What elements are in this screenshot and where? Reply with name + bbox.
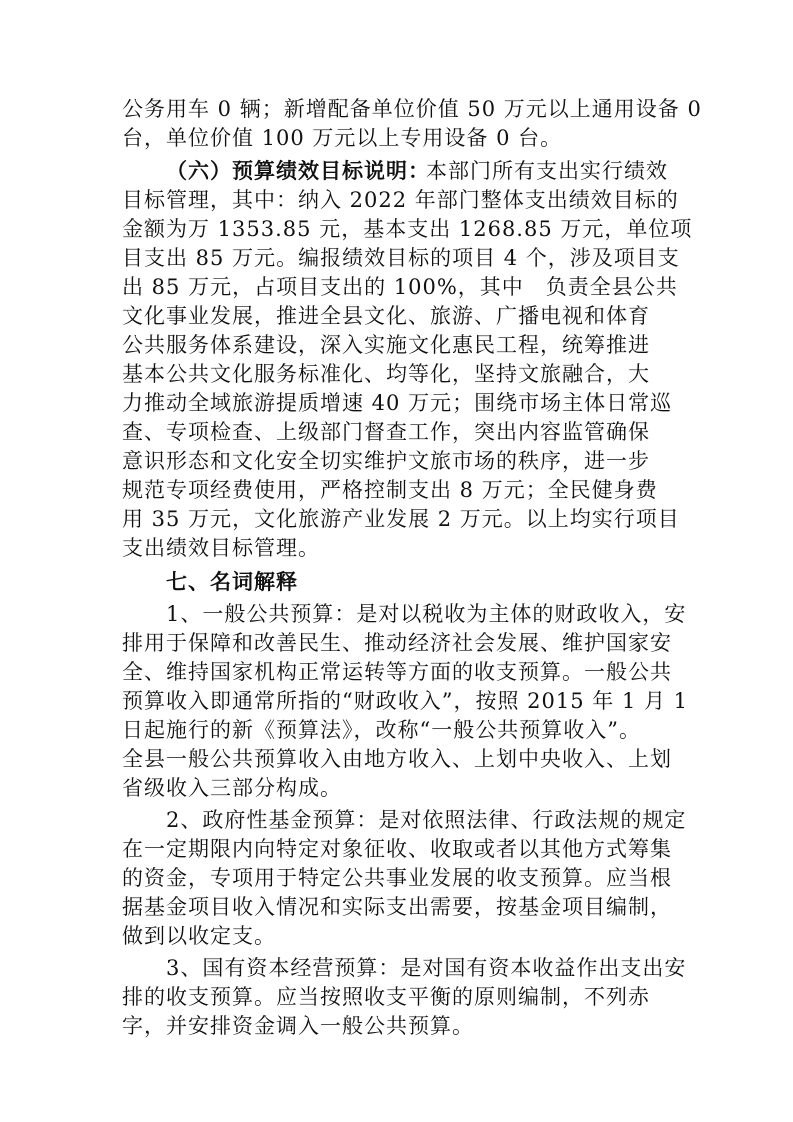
- text-line: 日起施行的新《预算法》，改称“一般公共预算收入”。: [122, 718, 641, 742]
- text-line: 全、维持国家机构正常运转等方面的收支预算。一般公共: [122, 660, 672, 684]
- text-line: 排用于保障和改善民生、推动经济社会发展、维护国家安: [122, 631, 672, 655]
- text-line: 字，并安排资金调入一般公共预算。: [122, 1014, 474, 1038]
- text-line: 出 85 万元，占项目支出的 100%，其中 负责全县公共: [122, 275, 678, 299]
- text-line: 查、专项检查、上级部门督查工作，突出内容监管确保: [122, 420, 650, 444]
- text-line: 省级收入三部分构成。: [122, 776, 342, 800]
- text-line: 支出绩效目标管理。: [122, 536, 320, 560]
- text-line: 文化事业发展，推进全县文化、旅游、广播电视和体育: [122, 304, 650, 328]
- text-line: 2、政府性基金预算：是对依照法律、行政法规的规定: [166, 808, 687, 832]
- text-line: 目支出 85 万元。编报绩效目标的项目 4 个，涉及项目支: [122, 246, 680, 270]
- text-line: 3、国有资本经营预算：是对国有资本收益作出支出安: [166, 956, 687, 980]
- text-line: 力推动全域旅游提质增速 40 万元；围绕市场主体日常巡: [122, 391, 673, 415]
- text-line: 据基金项目收入情况和实际支出需要，按基金项目编制，: [122, 895, 672, 919]
- text-line: 本部门所有支出实行绩效: [426, 159, 668, 183]
- text-line: 1、一般公共预算：是对以税收为主体的财政收入，安: [166, 602, 687, 626]
- text-line: 在一定期限内向特定对象征收、收取或者以其他方式筹集: [122, 837, 672, 861]
- text-line: 全县一般公共预算收入由地方收入、上划中央收入、上划: [122, 747, 672, 771]
- text-line: 目标管理，其中：纳入 2022 年部门整体支出绩效目标的: [122, 188, 679, 212]
- text-line: 预算收入即通常所指的“财政收入”，按照 2015 年 1 月 1: [122, 689, 689, 713]
- text-line: 规范专项经费使用，严格控制支出 8 万元；全民健身费: [122, 478, 658, 502]
- text-line: 意识形态和文化安全切实维护文旅市场的秩序，进一步: [122, 449, 650, 473]
- section-heading-budget-performance: （六）预算绩效目标说明：: [166, 158, 430, 183]
- text-line: 用 35 万元，文化旅游产业发展 2 万元。以上均实行项目: [122, 507, 680, 531]
- text-line: 基本公共文化服务标准化、均等化，坚持文旅融合，大: [122, 362, 650, 386]
- text-line: 的资金，专项用于特定公共事业发展的收支预算。应当根: [122, 866, 672, 890]
- text-line: 排的收支预算。应当按照收支平衡的原则编制，不列赤: [122, 985, 650, 1009]
- text-line: 公务用车 0 辆；新增配备单位价值 50 万元以上通用设备 0: [122, 97, 702, 121]
- text-line: 台，单位价值 100 万元以上专用设备 0 台。: [122, 126, 563, 150]
- text-line: 金额为万 1353.85 元，基本支出 1268.85 万元，单位项: [122, 217, 693, 241]
- text-line: 做到以收定支。: [122, 924, 276, 948]
- section-heading-glossary: 七、名词解释: [166, 569, 298, 594]
- text-line: 公共服务体系建设，深入实施文化惠民工程，统筹推进: [122, 333, 650, 357]
